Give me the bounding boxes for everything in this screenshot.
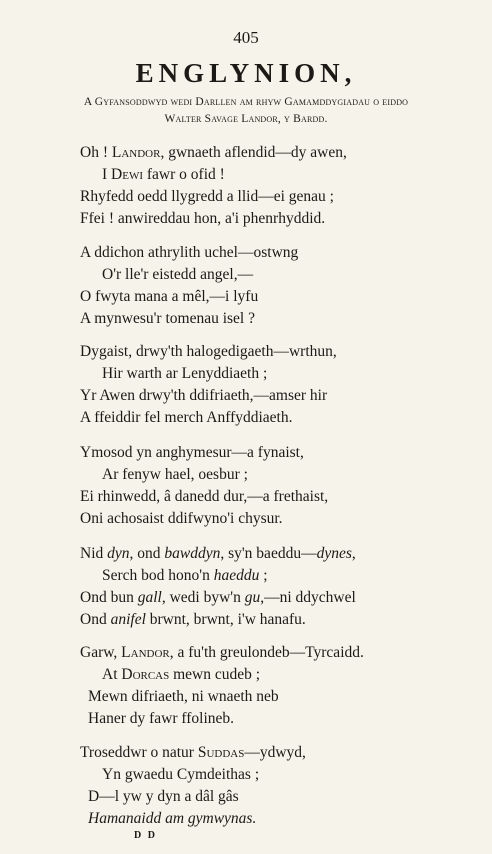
small-caps-name: Landor: [111, 144, 161, 161]
verse-line: [80, 643, 364, 663]
verse-line: [80, 243, 298, 263]
verse-line: [80, 287, 258, 307]
verse-line: [80, 588, 356, 608]
verse-text: fawr o ofid !: [143, 166, 225, 183]
verse-line: [102, 566, 268, 586]
italic-word: dyn: [107, 545, 130, 562]
verse-text: Dygaist, drwy'th halogedigaeth—wrthun,: [80, 343, 337, 360]
verse-text: ;: [259, 567, 268, 584]
verse-text: Oni achosaist ddifwyno'i chysur.: [80, 510, 283, 527]
verse-line: [88, 809, 256, 829]
verse-line: [80, 309, 255, 329]
italic-word: dynes: [316, 545, 352, 562]
italic-word: Hamanaidd am gymwynas.: [88, 810, 257, 827]
italic-word: gall: [137, 589, 162, 606]
verse-text: Ond: [80, 611, 111, 628]
subtitle-line-1: A Gyfansoddwyd wedi Darllen am rhyw Gamamddygiadau o eiddo: [83, 96, 409, 108]
verse-line: [102, 665, 260, 685]
verse-text: Ymosod yn anghymesur—a fynaist,: [80, 444, 304, 461]
page-number: 405: [233, 28, 259, 47]
verse-text: A mynwesu'r tomenau isel ?: [80, 310, 255, 327]
verse-text: Rhyfedd oedd llygredd a llid—ei genau ;: [80, 188, 334, 205]
small-caps-name: Landor: [121, 644, 170, 661]
verse-text: Haner dy fawr ffolineb.: [88, 710, 235, 727]
verse-text: D—l yw y dyn a dâl gâs: [88, 788, 239, 805]
verse-line: [80, 487, 328, 507]
verse-text: Mewn difriaeth, ni wnaeth neb: [88, 688, 279, 705]
verse-text: O'r lle'r eistedd angel,—: [102, 266, 254, 283]
poem-title: ENGLYNION,: [135, 58, 357, 88]
verse-line: [80, 143, 347, 163]
verse-line: [80, 386, 327, 406]
verse-text: , a fu'th greulondeb—Tyrcaidd.: [169, 644, 364, 661]
small-caps-name: Dorcas: [121, 666, 170, 683]
verse-text: Ffei ! anwireddau hon, a'i phenrhyddid.: [80, 210, 326, 227]
verse-line: [80, 509, 283, 529]
verse-text: Ei rhinwedd, â danedd dur,—a frethaist,: [80, 488, 329, 505]
verse-text: A ddichon athrylith uchel—ostwng: [80, 244, 299, 261]
verse-text: Ond bun: [80, 589, 138, 606]
verse-text: O fwyta mana a mêl,—i lyfu: [80, 288, 259, 305]
italic-word: bawddyn: [164, 545, 221, 562]
verse-text: A ffeiddir fel merch Anffyddiaeth.: [80, 409, 293, 426]
verse-text: Nid: [80, 545, 108, 562]
small-caps-name: Dewi: [111, 166, 144, 183]
verse-text: Serch bod hono'n: [102, 567, 214, 584]
verse-line: [80, 209, 325, 229]
verse-line: [80, 443, 304, 463]
verse-text: Garw,: [80, 644, 122, 661]
italic-word: gu: [244, 589, 261, 606]
verse-text: Yr Awen drwy'th ddifriaeth,—amser hir: [80, 387, 328, 404]
verse-line: [80, 342, 337, 362]
verse-text: , gwnaeth aflendid—dy awen,: [160, 144, 347, 161]
verse-line: [102, 765, 259, 785]
verse-line: [80, 544, 356, 564]
verse-text: brwnt, brwnt, i'w hanafu.: [145, 611, 306, 628]
verse-line: [102, 465, 248, 485]
verse-line: [102, 165, 225, 185]
verse-text: , wedi byw'n: [161, 589, 245, 606]
verse-line: [88, 787, 239, 807]
verse-line: [80, 610, 306, 630]
italic-word: haeddu: [213, 567, 260, 584]
verse-text: mewn cudeb ;: [169, 666, 261, 683]
italic-word: anifel: [110, 611, 146, 628]
verse-text: —ydwyd,: [244, 744, 306, 761]
verse-line: [88, 687, 279, 707]
verse-text: Ar fenyw hael, oesbur ;: [102, 466, 248, 483]
verse-line: [80, 187, 334, 207]
verse-text: , sy'n baeddu—: [220, 545, 317, 562]
verse-line: [88, 709, 234, 729]
small-caps-name: Suddas: [197, 744, 245, 761]
verse-text: Troseddwr o natur: [80, 744, 198, 761]
verse-text: At: [102, 666, 122, 683]
verse-line: [80, 408, 293, 428]
verse-line: [102, 364, 267, 384]
verse-text: , ond: [129, 545, 165, 562]
verse-text: ,—ni ddychwel: [260, 589, 356, 606]
verse-text: ,: [351, 545, 356, 562]
verse-text: Hir warth ar Lenyddiaeth ;: [102, 365, 268, 382]
verse-text: Oh !: [80, 144, 112, 161]
subtitle-line-2: Walter Savage Landor, y Bardd.: [164, 113, 328, 125]
verse-text: Yn gwaedu Cymdeithas ;: [102, 766, 260, 783]
verse-text: I: [102, 166, 112, 183]
verse-line: [80, 743, 306, 763]
verse-line: [102, 265, 253, 285]
signature-initials: D D: [134, 830, 157, 841]
